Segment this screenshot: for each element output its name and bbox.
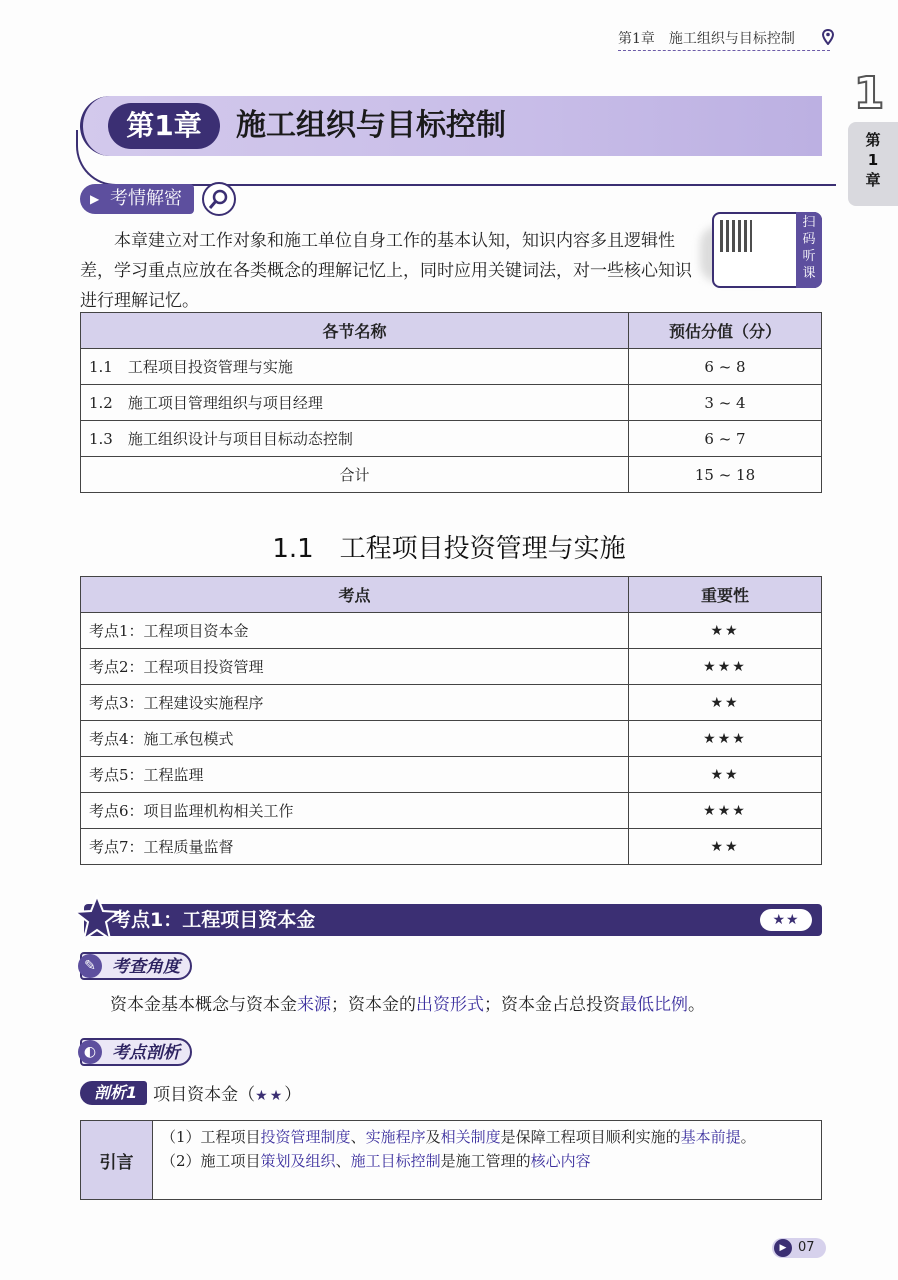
intro-text-part: （1）工程项目: [161, 1128, 261, 1146]
importance-cell: ★★★: [629, 649, 822, 685]
angle-text: [110, 990, 705, 1015]
importance-cell: ★★: [629, 757, 822, 793]
point-cell: 考点6：项目监理机构相关工作: [81, 793, 629, 829]
angle-keyword: 出资形式: [416, 995, 484, 1015]
intro-text-part: 及: [425, 1128, 441, 1146]
table-row: [81, 757, 822, 793]
table-total-row: [81, 457, 822, 493]
point1-title: 考点1：工程项目资本金: [112, 909, 316, 931]
analysis1-title-close: ）: [284, 1085, 302, 1105]
play-arrow-icon: ▶: [774, 1239, 792, 1257]
angle-label-text: 考查角度: [112, 957, 180, 977]
angle-text-part: 资本金基本概念与资本金: [110, 995, 297, 1015]
angle-text-part: 。: [688, 995, 705, 1015]
importance-cell: ★★: [629, 829, 822, 865]
side-chapter-number: 1: [853, 68, 885, 119]
angle-text-part: ；资本金占总投资: [484, 995, 620, 1015]
importance-cell: ★★★: [629, 793, 822, 829]
total-label-cell: 合计: [81, 457, 629, 493]
page-number: [772, 1238, 826, 1258]
intro-text-part: 、: [350, 1128, 366, 1146]
exam-analysis-label-text: 考情解密: [110, 188, 182, 209]
analysis1-stars: ★★: [255, 1088, 285, 1104]
table-row: [81, 793, 822, 829]
point-cell: 考点5：工程监理: [81, 757, 629, 793]
intro-line-1: [161, 1125, 813, 1149]
lock-icon: ◐: [78, 1040, 102, 1064]
qr-label-char: 课: [802, 266, 816, 281]
score-header-score: 预估分值（分）: [629, 313, 822, 349]
table-row: [81, 829, 822, 865]
running-header-title: 施工组织与目标控制: [668, 31, 795, 47]
score-table: [80, 312, 822, 493]
intro-header: 引言: [81, 1121, 153, 1199]
chapter-intro: 本章建立对工作对象和施工单位自身工作的基本认知，知识内容多且逻辑性差，学习重点应放在各类概念的理解记忆上，同时应用关键词法，对一些核心知识进行理解记忆。: [80, 231, 692, 311]
side-tab-line1: 第: [865, 131, 881, 149]
intro-line-2: [161, 1149, 813, 1173]
intro-box: [80, 1120, 822, 1200]
points-header-point: 考点: [81, 577, 629, 613]
side-tab-line2: 1: [867, 151, 879, 169]
intro-text-part: 。: [740, 1128, 756, 1146]
point-cell: 考点2：工程项目投资管理: [81, 649, 629, 685]
table-row: [81, 721, 822, 757]
angle-keyword: 最低比例: [620, 995, 688, 1015]
importance-cell: ★★★: [629, 721, 822, 757]
section-name-cell: 1.1 工程项目投资管理与实施: [81, 349, 629, 385]
chapter-label: 第1章: [108, 103, 220, 149]
qr-code-icon: [720, 220, 752, 252]
total-score-cell: 15 ~ 18: [629, 457, 822, 493]
section-name-cell: 1.3 施工组织设计与项目目标动态控制: [81, 421, 629, 457]
table-row: [81, 649, 822, 685]
point-cell: 考点1：工程项目资本金: [81, 613, 629, 649]
score-cell: 3 ~ 4: [629, 385, 822, 421]
score-header-name: 各节名称: [81, 313, 629, 349]
qr-label-char: 听: [802, 249, 816, 264]
intro-keyword: 施工目标控制: [350, 1152, 441, 1170]
magnifier-icon-svg: [204, 184, 234, 214]
section-name-cell: 1.2 施工项目管理组织与项目经理: [81, 385, 629, 421]
side-chapter-tab[interactable]: [848, 122, 898, 206]
point-cell: 考点4：施工承包模式: [81, 721, 629, 757]
intro-keyword: 策划及组织: [260, 1152, 336, 1170]
analysis1-title-text: 项目资本金（: [153, 1085, 256, 1105]
table-row: [81, 685, 822, 721]
running-header-chapter: 第1章: [618, 31, 655, 47]
intro-keyword: 基本前提: [680, 1128, 741, 1146]
table-row: [81, 385, 822, 421]
table-row: [81, 421, 822, 457]
play-arrow-icon: ▶: [90, 192, 100, 206]
qr-label-char: 扫: [802, 215, 816, 230]
intro-keyword: 核心内容: [530, 1152, 591, 1170]
intro-text-part: 是施工管理的: [440, 1152, 531, 1170]
exam-analysis-label: [80, 184, 194, 214]
intro-text-part: （2）施工项目: [161, 1152, 261, 1170]
section-heading: 1.1 工程项目投资管理与实施: [272, 534, 626, 564]
running-header: [618, 28, 830, 48]
importance-cell: ★★: [629, 685, 822, 721]
intro-text-part: 是保障工程项目顺利实施的: [500, 1128, 681, 1146]
points-table-header: [81, 577, 822, 613]
point-cell: 考点3：工程建设实施程序: [81, 685, 629, 721]
importance-cell: ★★: [629, 613, 822, 649]
angle-keyword: 来源: [297, 995, 331, 1015]
analysis1-title: [153, 1080, 301, 1105]
analysis1-row: [80, 1080, 301, 1106]
point-cell: 考点7：工程质量监督: [81, 829, 629, 865]
table-row: [81, 349, 822, 385]
qr-label-char: 码: [802, 232, 816, 247]
magnifier-icon: [202, 182, 236, 216]
side-tab-line3: 章: [865, 171, 881, 189]
header-divider: [618, 50, 830, 51]
analysis1-pill: 剖析1: [80, 1081, 147, 1105]
table-row: [81, 613, 822, 649]
points-header-importance: 重要性: [629, 577, 822, 613]
intro-keyword: 实施程序: [365, 1128, 426, 1146]
pencil-icon: ✎: [78, 954, 102, 978]
angle-text-part: ；资本金的: [331, 995, 416, 1015]
score-cell: 6 ~ 8: [629, 349, 822, 385]
analysis-label-text: 考点剖析: [112, 1043, 180, 1063]
score-cell: 6 ~ 7: [629, 421, 822, 457]
scan-to-listen-label[interactable]: [796, 212, 822, 288]
score-table-header: [81, 313, 822, 349]
intro-body: [153, 1121, 821, 1199]
page-number-text: 07: [798, 1240, 815, 1255]
location-pin-icon: [822, 29, 834, 45]
point1-stars: ★★: [760, 909, 812, 931]
points-table: [80, 576, 822, 865]
intro-text-part: 、: [335, 1152, 351, 1170]
intro-keyword: 投资管理制度: [260, 1128, 351, 1146]
intro-keyword: 相关制度: [440, 1128, 501, 1146]
chapter-title: 施工组织与目标控制: [236, 108, 506, 143]
